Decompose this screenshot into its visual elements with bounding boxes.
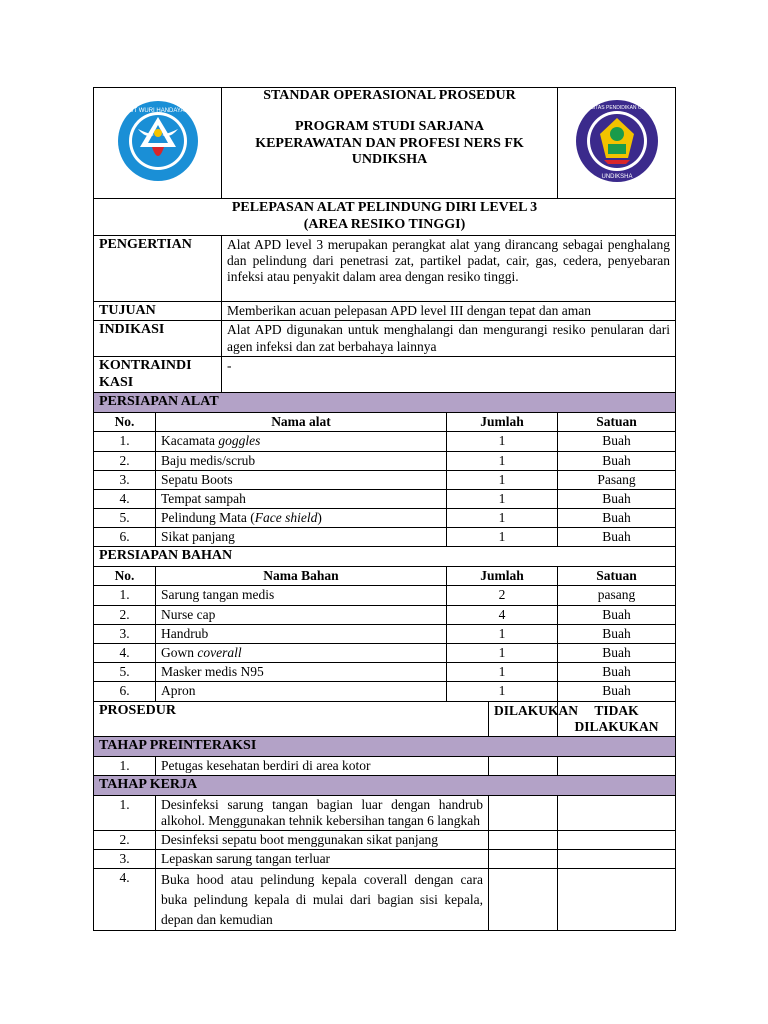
dilakukan-header: DILAKUKAN bbox=[489, 701, 558, 736]
alat-qty: 1 bbox=[447, 470, 558, 489]
indikasi-label: INDIKASI bbox=[94, 321, 222, 356]
bahan-no: 3. bbox=[94, 624, 156, 643]
section-persiapan-alat: PERSIAPAN ALAT bbox=[94, 393, 676, 413]
table-row bbox=[94, 682, 676, 701]
step-text: Desinfeksi sepatu boot menggunakan sikat panjang bbox=[156, 831, 489, 850]
kontraindikasi-label-line-1: KONTRAINDI bbox=[99, 357, 192, 373]
step-no: 1. bbox=[94, 795, 156, 830]
alat-header-qty: Jumlah bbox=[447, 413, 558, 432]
alat-qty: 1 bbox=[447, 509, 558, 528]
table-row bbox=[94, 644, 676, 663]
tidak-dilakukan-header: TIDAK DILAKUKAN bbox=[558, 701, 676, 736]
bahan-no: 5. bbox=[94, 663, 156, 682]
pengertian-text: Alat APD level 3 merupakan perangkat alat yang dirancang sebagai penghalang dan pelindung dari penetrasi zat, partikel padat, cair, gas, cedera, penyebaran infeksi atau penyakit dalam area dengan resiko tinggi. bbox=[222, 235, 676, 301]
step-text: Buka hood atau pelindung kepala coverall dengan cara buka pelindung kepala di mulai dari bagian sisi kepala, depan dan kemudian bbox=[156, 869, 489, 931]
bahan-qty: 1 bbox=[447, 644, 558, 663]
procedure-title-line-1: PELEPASAN ALAT PELINDUNG DIRI LEVEL 3 bbox=[231, 200, 538, 215]
table-row bbox=[94, 489, 676, 508]
tidak-dilakukan-checkbox[interactable] bbox=[558, 795, 676, 830]
tidak-dilakukan-checkbox[interactable] bbox=[558, 756, 676, 775]
sop-table bbox=[93, 87, 676, 931]
section-tahap-preinteraksi: TAHAP PREINTERAKSI bbox=[94, 736, 676, 756]
bahan-no: 4. bbox=[94, 644, 156, 663]
alat-no: 3. bbox=[94, 470, 156, 489]
right-logo-text-top: UNIVERSITAS PENDIDIKAN GANESHA bbox=[573, 104, 660, 111]
tidak-dilakukan-checkbox[interactable] bbox=[558, 831, 676, 850]
kontraindikasi-label bbox=[94, 356, 222, 393]
header-line-1: STANDAR OPERASIONAL PROSEDUR bbox=[263, 88, 516, 103]
alat-qty: 1 bbox=[447, 528, 558, 547]
pengertian-label: PENGERTIAN bbox=[94, 235, 222, 301]
alat-name: Tempat sampah bbox=[156, 489, 447, 508]
alat-name: Baju medis/scrub bbox=[156, 451, 447, 470]
bahan-name: Apron bbox=[156, 682, 447, 701]
procedure-title-line-2: (AREA RESIKO TINGGI) bbox=[303, 216, 466, 232]
bahan-unit: pasang bbox=[558, 586, 676, 605]
alat-name: Sikat panjang bbox=[156, 528, 447, 547]
header-line-3: KEPERAWATAN DAN PROFESI NERS FK bbox=[255, 135, 524, 151]
bahan-no: 6. bbox=[94, 682, 156, 701]
tujuan-text: Memberikan acuan pelepasan APD level III dengan tepat dan aman bbox=[222, 301, 676, 321]
bahan-name: Nurse cap bbox=[156, 605, 447, 624]
alat-qty: 1 bbox=[447, 432, 558, 451]
bahan-unit: Buah bbox=[558, 605, 676, 624]
table-row bbox=[94, 451, 676, 470]
dilakukan-checkbox[interactable] bbox=[489, 795, 558, 830]
table-row bbox=[94, 850, 676, 869]
table-row bbox=[94, 831, 676, 850]
step-no: 3. bbox=[94, 850, 156, 869]
bahan-header-no: No. bbox=[94, 567, 156, 586]
bahan-qty: 4 bbox=[447, 605, 558, 624]
kontraindikasi-label-line-2: KASI bbox=[99, 374, 134, 390]
header-line-4: UNDIKSHA bbox=[351, 152, 428, 168]
kontraindikasi-text: - bbox=[222, 356, 676, 393]
alat-unit: Buah bbox=[558, 509, 676, 528]
alat-unit: Buah bbox=[558, 528, 676, 547]
bahan-name: Handrub bbox=[156, 624, 447, 643]
dilakukan-checkbox[interactable] bbox=[489, 850, 558, 869]
bahan-qty: 1 bbox=[447, 624, 558, 643]
alat-unit: Buah bbox=[558, 432, 676, 451]
table-row bbox=[94, 756, 676, 775]
bahan-no: 1. bbox=[94, 586, 156, 605]
alat-unit: Buah bbox=[558, 451, 676, 470]
bahan-unit: Buah bbox=[558, 682, 676, 701]
bahan-header-qty: Jumlah bbox=[447, 567, 558, 586]
bahan-qty: 1 bbox=[447, 663, 558, 682]
table-row bbox=[94, 605, 676, 624]
bahan-qty: 1 bbox=[447, 682, 558, 701]
dilakukan-checkbox[interactable] bbox=[489, 831, 558, 850]
right-logo-text-bottom: UNDIKSHA bbox=[600, 173, 633, 180]
bahan-qty: 2 bbox=[447, 586, 558, 605]
bahan-header-name: Nama Bahan bbox=[156, 567, 447, 586]
step-no: 4. bbox=[94, 869, 156, 931]
alat-header-unit: Satuan bbox=[558, 413, 676, 432]
step-text: Lepaskan sarung tangan terluar bbox=[156, 850, 489, 869]
step-text: Desinfeksi sarung tangan bagian luar dengan handrub alkohol. Menggunakan tehnik kebersihan tangan 6 langkah bbox=[156, 795, 489, 830]
left-logo-text: TUT WURI HANDAYANI bbox=[124, 107, 191, 114]
alat-name: Pelindung Mata (Face shield) bbox=[156, 509, 447, 528]
alat-no: 1. bbox=[94, 432, 156, 451]
step-no: 1. bbox=[94, 756, 156, 775]
indikasi-text: Alat APD digunakan untuk menghalangi dan mengurangi resiko penularan dari agen infeksi dan zat berbahaya lainnya bbox=[222, 321, 676, 356]
header-line-2: PROGRAM STUDI SARJANA bbox=[294, 118, 484, 134]
alat-name: Sepatu Boots bbox=[156, 470, 447, 489]
bahan-name: Gown coverall bbox=[156, 644, 447, 663]
bahan-header-unit: Satuan bbox=[558, 567, 676, 586]
left-logo-cell bbox=[94, 88, 222, 199]
section-persiapan-bahan: PERSIAPAN BAHAN bbox=[94, 547, 676, 567]
table-row bbox=[94, 528, 676, 547]
table-row bbox=[94, 624, 676, 643]
undiksha-logo bbox=[574, 98, 660, 184]
bahan-name: Masker medis N95 bbox=[156, 663, 447, 682]
section-tahap-kerja: TAHAP KERJA bbox=[94, 775, 676, 795]
table-row bbox=[94, 795, 676, 830]
dilakukan-checkbox[interactable] bbox=[489, 869, 558, 931]
table-row bbox=[94, 869, 676, 931]
table-row bbox=[94, 509, 676, 528]
alat-unit: Buah bbox=[558, 489, 676, 508]
alat-header-name: Nama alat bbox=[156, 413, 447, 432]
tujuan-label: TUJUAN bbox=[94, 301, 222, 321]
bahan-unit: Buah bbox=[558, 624, 676, 643]
alat-name: Kacamata goggles bbox=[156, 432, 447, 451]
table-row bbox=[94, 586, 676, 605]
table-row bbox=[94, 663, 676, 682]
bahan-name: Sarung tangan medis bbox=[156, 586, 447, 605]
prosedur-label: PROSEDUR bbox=[94, 701, 489, 736]
alat-no: 2. bbox=[94, 451, 156, 470]
dilakukan-checkbox[interactable] bbox=[489, 756, 558, 775]
table-row bbox=[94, 470, 676, 489]
step-no: 2. bbox=[94, 831, 156, 850]
alat-unit: Pasang bbox=[558, 470, 676, 489]
alat-qty: 1 bbox=[447, 489, 558, 508]
tut-wuri-handayani-logo bbox=[116, 99, 200, 183]
alat-no: 5. bbox=[94, 509, 156, 528]
procedure-title bbox=[94, 199, 676, 236]
bahan-unit: Buah bbox=[558, 644, 676, 663]
tidak-dilakukan-checkbox[interactable] bbox=[558, 869, 676, 931]
tidak-dilakukan-checkbox[interactable] bbox=[558, 850, 676, 869]
alat-header-no: No. bbox=[94, 413, 156, 432]
alat-qty: 1 bbox=[447, 451, 558, 470]
table-row bbox=[94, 432, 676, 451]
right-logo-cell bbox=[558, 88, 676, 199]
step-text: Petugas kesehatan berdiri di area kotor bbox=[156, 756, 489, 775]
header-title bbox=[222, 88, 558, 199]
alat-no: 4. bbox=[94, 489, 156, 508]
bahan-no: 2. bbox=[94, 605, 156, 624]
bahan-unit: Buah bbox=[558, 663, 676, 682]
alat-no: 6. bbox=[94, 528, 156, 547]
